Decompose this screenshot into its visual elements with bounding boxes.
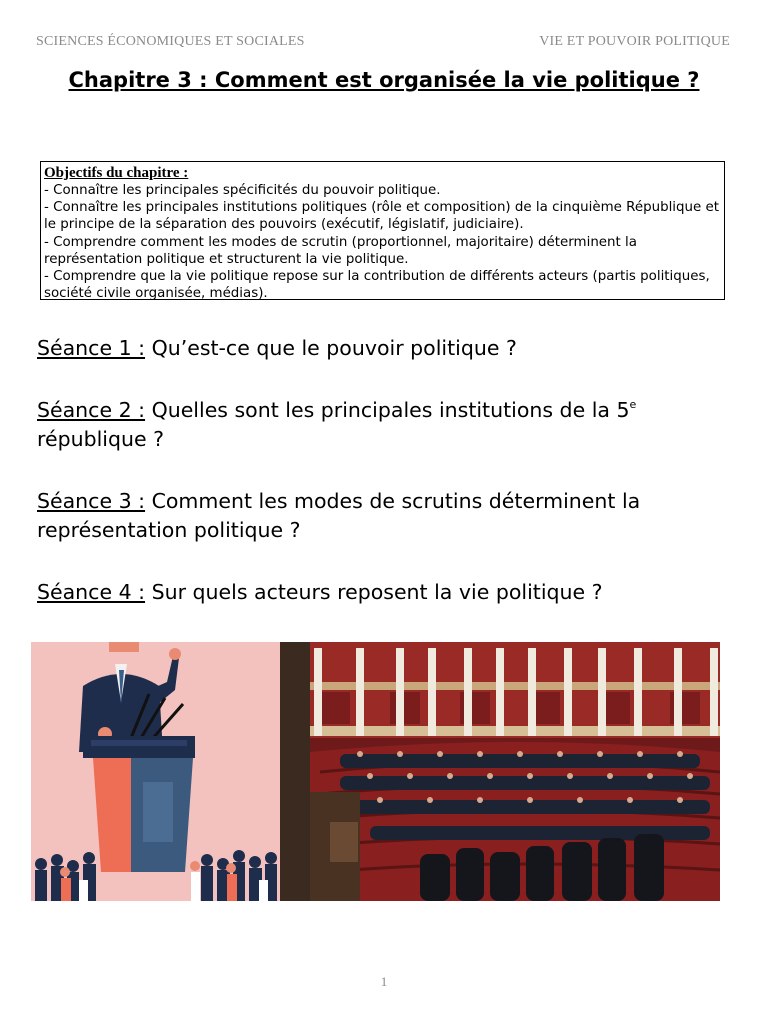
seance-4 [37, 578, 737, 607]
objectives-box [40, 161, 725, 300]
objective-item: - Comprendre que la vie politique repose sur la contribution de différents acteurs (partis politiques, société civile organisée, médias). [44, 269, 710, 302]
chapter-title: Chapitre 3 : Comment est organisée la vie politique ? [68, 68, 700, 92]
header-subject: SCIENCES ÉCONOMIQUES ET SOCIALES [36, 34, 305, 49]
seance-label: Séance 1 : [37, 336, 146, 360]
podium-illustration [31, 642, 280, 901]
header-topic: VIE ET POUVOIR POLITIQUE [539, 34, 730, 49]
objectives-heading: Objectifs du chapitre : [44, 165, 189, 181]
seance-text: Sur quels acteurs reposent la vie politique ? [145, 580, 603, 604]
seance-label: Séance 3 : [37, 489, 146, 513]
seance-text: Comment les modes de scrutins déterminent la représentation politique ? [37, 489, 641, 542]
superscript-e: e [629, 398, 637, 411]
seance-label: Séance 4 : [37, 580, 146, 604]
seance-2 [37, 396, 737, 454]
seance-label: Séance 2 : [37, 398, 146, 422]
objective-item: - Connaître les principales spécificités du pouvoir politique. [44, 183, 441, 198]
seance-3 [37, 487, 737, 545]
assembly-photo [280, 642, 720, 901]
objective-item: - Comprendre comment les modes de scrutin (proportionnel, majoritaire) déterminent la représentation politique et structurent la vie politique. [44, 234, 637, 267]
seance-1 [37, 334, 737, 363]
page-number: 1 [380, 974, 388, 989]
objective-item: - Connaître les principales institutions politiques (rôle et composition) de la cinquième République et le principe de la séparation des pouvoirs (exécutif, législatif, judiciaire). [44, 200, 719, 233]
seance-text: Quelles sont les principales institutions de la 5 [145, 398, 630, 422]
seance-text: Qu’est-ce que le pouvoir politique ? [145, 336, 517, 360]
seance-text-continued: république ? [37, 427, 165, 451]
